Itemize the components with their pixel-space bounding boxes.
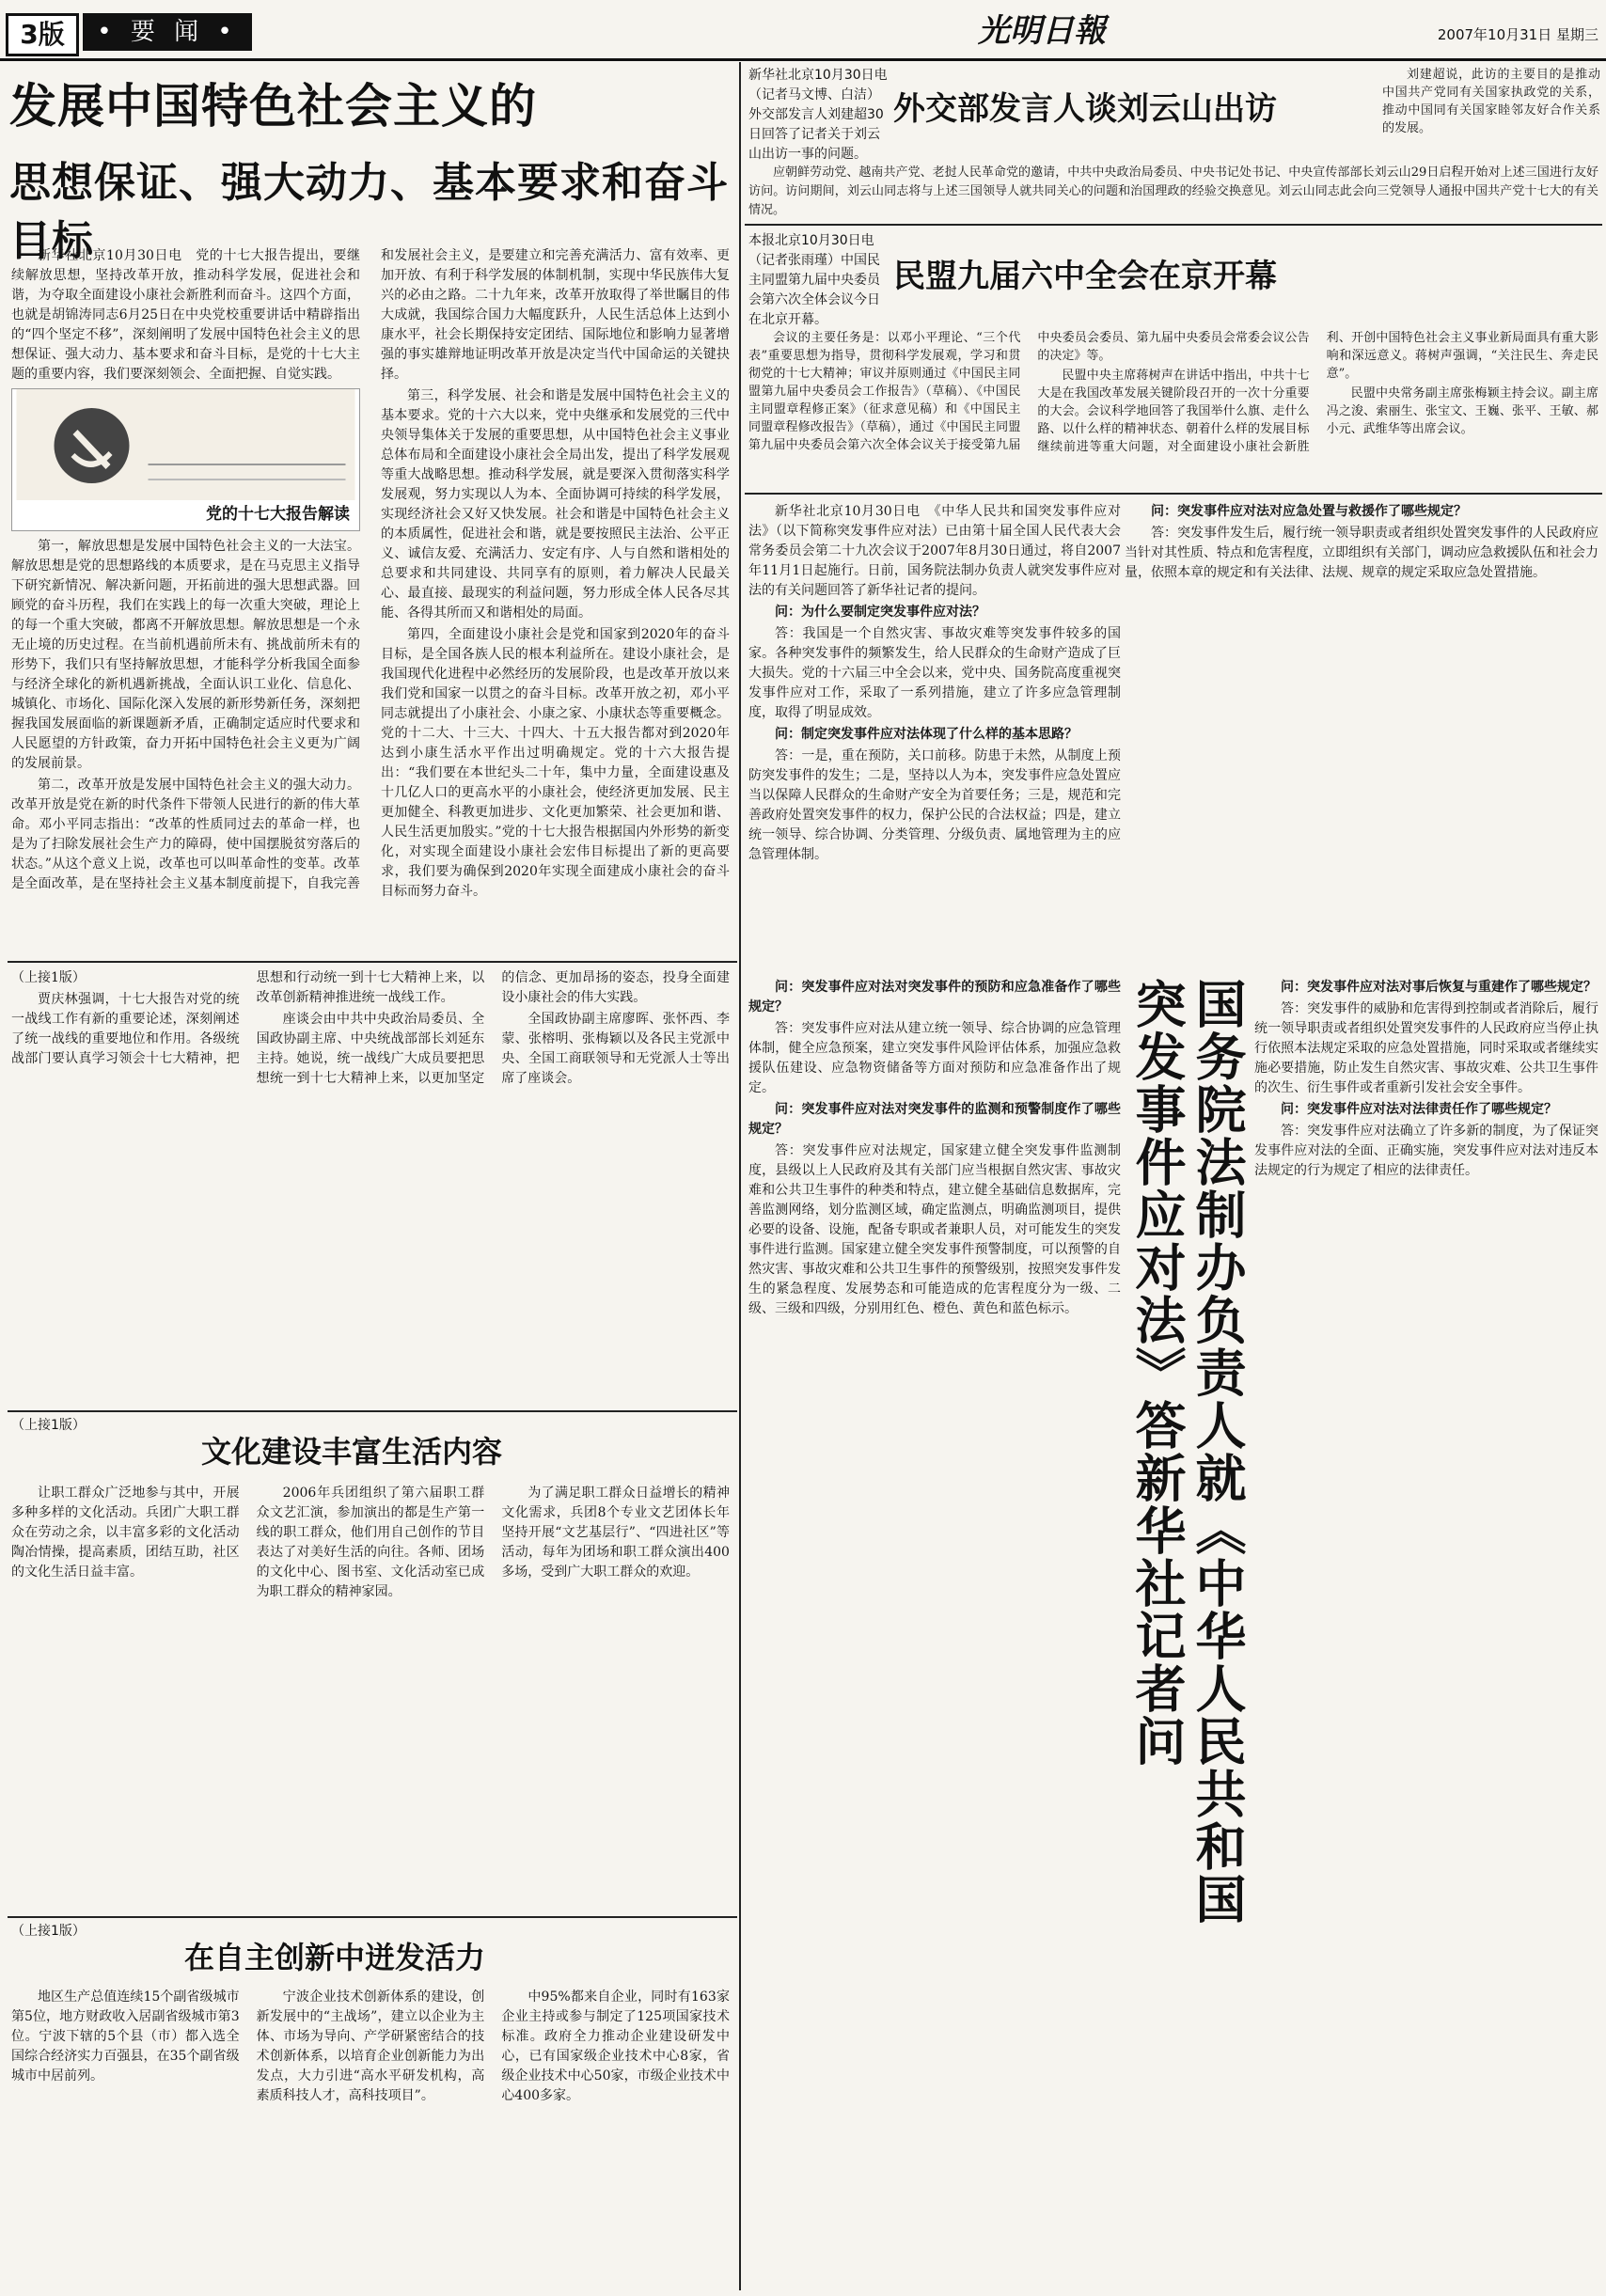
article2-title: 外交部发言人谈刘云山出访 [893,90,1277,128]
article7-title: 在自主创新中迸发活力 [184,1940,486,1975]
article1-paragraph: 第四，全面建设小康社会是党和国家到2020年的奋斗目标，是全国各族人民的根本利益所在。建设小康社会，是我国现代化进程中必然经历的发展阶段，也是改革开放以来我们党和国家一以贯之的奋斗目标。改革开放之初，邓小平同志就提出了小康社会、小康之家、小康状态等重要概念。党的十二大、十三大、十四大、十五大报告都对到2020年达到小康生活水平作出过明确规定。党的十六大报告提出：“我们要在本世纪头二十年，集中力量，全面建设惠及十几亿人口的更高水平的小康社会，使经济更加发展、民主更加健全、科教更加进步、文化更加繁荣、社会更加和谐、人民生活更加殷实。”党的十七大报告根据国内外形势的新变化，对实现全面建设小康社会宏伟目标提出了新的更高要求，我们要为确保到2020年实现全面建成小康社会的奋斗目标而努力奋斗。 [381,627,730,899]
article7-paragraph: 地区生产总值连续15个副省级城市第5位，地方财政收入居副省级城市第3位。宁波下辖的5个县（市）都入选全国综合经济实力百强县，在35个副省级城市中居前列。 [11,1989,240,2084]
article4-title: 国务院法制办负责人就《中华人民共和国突发事件应对法》答新华社记者问 [1127,978,1247,1926]
article1-body [11,246,730,953]
party-emblem-icon [12,389,359,500]
article4-paragraph: 答：突发事件的威胁和危害得到控制或者消除后，履行统一领导职责或者组织处置突发事件的人民政府应当停止执行依照本法规定采取的应急处置措施，同时采取或者继续实施必要措施，防止发生自然灾害、事故灾难、公共卫生事件的次生、衍生事件或者重新引发社会安全事件。 [1254,1001,1598,1095]
article1-paragraph: 新华社北京10月30日电 党的十七大报告提出，要继续解放思想，坚持改革开放，推动科学发展，促进社会和谐，为夺取全面建设小康社会新胜利而奋斗。这四个方面，也就是胡锦涛同志6月25日在中央党校重要讲话中精辟指出的“四个坚定不移”，深刻阐明了发展中国特色社会主义的思想保证、强大动力、基本要求和奋斗目标，是党的十七大主题的重要内容，我们要深刻领会、全面把握、自觉实践。 [11,248,360,382]
issue-date: 2007年10月31日 星期三 [1437,26,1598,43]
article7-paragraph: 中95%都来自企业，同时有163家企业主持或参与制定了125项国家技术标准。政府全力推动企业建设研发中心，已有国家级企业技术中心8家，省级企业技术中心50家，市级企业技术中心400多家。 [501,1989,730,2103]
column-divider [739,62,741,2290]
section-divider [745,493,1602,495]
article4-question: 问：突发事件应对法对事后恢复与重建作了哪些规定？ [1281,980,1597,995]
article6-paragraph: 为了满足职工群众日益增长的精神文化需求，兵团8个专业文艺团体长年坚持开展“文艺基层行”、“四进社区”等活动，每年为团场和职工群众演出400多场，受到广大职工群众的欢迎。 [501,1486,730,1580]
article4-paragraph: 答：突发事件应对法从建立统一领导、综合协调的应急管理体制，健全应急预案，建立突发事件风险评估体系，加强应急救援队伍建设、应急物资储备等方面对预防和应急准备作出了规定。 [748,1021,1121,1095]
article3-dateline: 本报北京10月30日电（记者张雨瑾）中国民主同盟第九届中央委员会第六次全体会议今日在北京开幕。 [748,233,880,325]
article1-paragraph: 第三，科学发展、社会和谐是发展中国特色社会主义的基本要求。党的十六大以来，党中央继承和发展党的三代中央领导集体关于发展的重要思想，从中国特色社会主义事业总体布局和全面建设小康社会全局出发，提出了科学发展观等重大战略思想。推动科学发展，就是要深入贯彻落实科学发展观，努力实现以人为本、全面协调可持续的科学发展，实现经济社会又好又快发展。社会和谐是中国特色社会主义的本质属性，促进社会和谐，就是要按照民主法治、公平正义、诚信友爱、充满活力、安定有序、人与自然和谐相处的总要求和共同建设、共同享有的原则，着力解决人民最关心、最直接、最现实的利益问题，努力形成全体人民各尽其能、各得其所而又和谐相处的局面。 [381,388,730,621]
article4-body-right [1254,978,1598,2285]
article4-question: 问：突发事件应对法对突发事件的监测和预警制度作了哪些规定？ [748,1102,1121,1137]
section-divider [745,224,1602,226]
section-divider [8,1410,737,1412]
article4-body-right-top [1125,502,1598,972]
image-caption: 党的十七大报告解读 [206,505,350,524]
article4-paragraph: 答：一是，重在预防，关口前移。防患于未然，从制度上预防突发事件的发生；二是，坚持以人为本，突发事件应急处置应当以保障人民群众的生命财产安全为首要任务；三是，规范和完善政府处置突发事件的权力，保护公民的合法权益；四是，建立统一领导、综合协调、分类管理、分级负责、属地管理为主的应急管理体制。 [748,748,1121,862]
article1-title-line2: 思想保证、强大动力、基本要求和奋斗目标 [9,159,729,265]
article2-paragraph: 应朝鲜劳动党、越南共产党、老挝人民革命党的邀请，中共中央政治局委员、中央书记处书记、中央宣传部部长刘云山29日启程开始对上述三国进行友好访问。访问期间，刘云山同志将与上述三国领导人就共同关心的问题和治国理政的经验交换意见。刘云山同志此会向三党领导人通报中国共产党十七大的有关情况。 [748,165,1598,217]
article1-image [11,388,360,531]
article6-body [11,1484,730,1909]
article4-paragraph: 答：突发事件发生后，履行统一领导职责或者组织处置突发事件的人民政府应当针对其性质、特点和危害程度，立即组织有关部门，调动应急救援队伍和社会力量，依照本章的规定和有关法律、法规、规章的规定采取应急处置措施。 [1125,526,1598,580]
article4-body-top [748,502,1121,972]
article1-paragraph: 第二，改革开放是发展中国特色社会主义的强大动力。改革开放是党在新的时代条件下带领人民进行的新的伟大革命。邓小平同志指出：“改革的性质同过去的革命一样，也是为了扫除发展社会生产力的障碍，使中国摆脱贫穷落后的状态。”从这个意义上说，改革也可以叫革命性的变革。改革是全面改革，是在坚持社会主义基本制度前提下，自我完善和发展社会主义，是要建立和完善充满活力、富有效率、更加开放、有利于科学发展的体制机制，实现中华民族伟大复兴的必由之路。二十九年来，改革开放取得了举世瞩目的伟大成就，我国综合国力大幅度跃升，人民生活总体上达到小康水平，社会长期保持安定团结、国际地位和影响力显著增强的事实雄辩地证明改革开放是决定当代中国命运的关键抉择。 [11,248,730,891]
article4-question: 问：突发事件应对法对突发事件的预防和应急准备作了哪些规定？ [748,980,1121,1014]
article3-title: 民盟九届六中全会在京开幕 [893,258,1277,295]
article6-tag: （上接1版） [11,1418,86,1433]
article6-title: 文化建设丰富生活内容 [201,1434,503,1470]
article5-body [11,968,730,1407]
article4-paragraph: 新华社北京10月30日电 《中华人民共和国突发事件应对法》（以下简称突发事件应对法）已由第十届全国人民代表大会常务委员会第二十九次会议于2007年8月30日通过，将自2007年11月1日起施行。日前，国务院法制办负责人就突发事件应对法的有关问题回答了新华社记者的提问。 [748,504,1121,598]
section-label: • 要 闻 • [83,13,252,51]
article3-paragraph: 民盟中央主席蒋树声在讲话中指出，中共十七大是在我国改革发展关键阶段召开的一次十分重要的大会。会议科学地回答了我国举什么旗、走什么路、以什么样的精神状态、朝着什么样的发展目标继续前进等重大问题，对全面建设小康社会新胜利、开创中国特色社会主义事业新局面具有重大影响和深远意义。蒋树声强调，“关注民生、奔走民意”。 [1037,331,1598,454]
article5-tag: （上接1版） [11,970,86,985]
article4-paragraph: 答：突发事件应对法确立了许多新的制度，为了保证突发事件应对法的全面、正确实施，突发事件应对法对违反本法规定的行为规定了相应的法律责任。 [1254,1124,1598,1178]
article7-body [11,1988,730,2287]
page-header [0,0,1606,60]
article3-body [748,329,1598,487]
article1-paragraph: 第一，解放思想是发展中国特色社会主义的一大法宝。解放思想是党的思想路线的本质要求，是在马克思主义指导下研究新情况、解决新问题，开拓前进的强大思想武器。回顾党的奋斗历程，我们在实践上的每一次重大突破，理论上的每一个重大突破，都离不开解放思想。解放思想是一个永无止境的历史过程。在当前机遇前所未有、挑战前所未有的形势下，我们只有坚持解放思想，才能科学分析我国全面参与经济全球化的新机遇新挑战，全面认识工业化、信息化、城镇化、市场化、国际化深入发展的新形势新任务，深刻把握我国发展面临的新课题新矛盾，正确制定适应时代要求和人民愿望的方针政策，奋力开拓中国特色社会主义更为广阔的发展前景。 [11,539,360,771]
article3-paragraph: 会议的主要任务是：以邓小平理论、“三个代表”重要思想为指导，贯彻科学发展观，学习和贯彻党的十七大精神；审议并原则通过《中国民主同盟第九届中央委员会工作报告》（草稿）、《中国民主同盟章程修正案》（征求意见稿）和《中国民主同盟章程修改报告》（草稿），通过《中国民主同盟第九届中央委员会第六次全体会议关于接受第九届中央委员会委员、第九届中央委员会常委会议公告的决定》等。 [748,331,1310,452]
section-divider [8,1916,737,1918]
article5-paragraph: 贾庆林强调，十七大报告对党的统一战线工作有新的重要论述，深刻阐述了统一战线的重要地位和作用。各级统战部门要认真学习领会十七大精神，把思想和行动统一到十七大精神上来，以改革创新精神推进统一战线工作。 [11,970,485,1066]
article7-paragraph: 宁波企业技术创新体系的建设，创新发展中的“主战场”，建立以企业为主体、市场为导向、产学研紧密结合的技术创新体系，以培育企业创新能力为出发点，大力引进“高水平研发机构，高素质科技人才，高科技项目”。 [256,1989,485,2103]
article6-paragraph: 让职工群众广泛地参与其中，开展多种多样的文化活动。兵团广大职工群众在劳动之余，以丰富多彩的文化活动陶冶情操，提高素质，团结互助，社区的文化生活日益丰富。 [11,1486,240,1580]
section-divider [8,961,737,963]
article4-paragraph: 答：突发事件应对法规定，国家建立健全突发事件监测制度，县级以上人民政府及其有关部门应当根据自然灾害、事故灾难和公共卫生事件的种类和特点，建立健全基础信息数据库，完善监测网络，划分监测区域，确定监测点，明确监测项目，提供必要的设备、设施，配备专职或者兼职人员，对可能发生的突发事件进行监测。国家建立健全突发事件预警制度，可以预警的自然灾害、事故灾难和公共卫生事件的预警级别，按照突发事件发生的紧急程度、发展势态和可能造成的危害程度分为一级、二级、三级和四级，分别用红色、橙色、黄色和蓝色标示。 [748,1143,1121,1316]
article4-paragraph: 答：我国是一个自然灾害、事故灾难等突发事件较多的国家。各种突发事件的频繁发生，给人民群众的生命财产造成了巨大损失。党的十六届三中全会以来，党中央、国务院高度重视突发事件应对工作，采取了一系列措施，建立了许多应急管理制度，取得了明显成效。 [748,626,1121,720]
article2-dateline: 新华社北京10月30日电（记者马文博、白洁）外交部发言人刘建超30日回答了记者关于刘云山出访一事的问题。 [748,68,888,160]
article4-question: 问：制定突发事件应对法体现了什么样的基本思路？ [775,727,1078,742]
article4-body-left [748,978,1121,2285]
article4-question: 问：突发事件应对法对法律责任作了哪些规定？ [1281,1102,1557,1117]
article2-body [748,164,1598,220]
article2-paragraph: 刘建超说，此访的主要目的是推动中国共产党同有关国家执政党的关系，推动中国同有关国家睦邻友好合作关系的发展。 [1382,68,1600,135]
article3-paragraph: 民盟中央常务副主席张梅颖主持会议。副主席冯之浚、索丽生、张宝文、王巍、张平、王敏、郝小元、武维华等出席会议。 [1326,386,1598,436]
article4-question: 问：突发事件应对法对应急处置与救援作了哪些规定？ [1151,504,1467,519]
page-number: 3版 [6,13,79,56]
header-rule [0,58,1606,61]
article5-paragraph: 座谈会由中共中央政治局委员、全国政协副主席、中央统战部部长刘延东主持。她说，统一战线广大成员要把思想统一到十七大精神上来，以更加坚定的信念、更加昂扬的姿态，投身全面建设小康社会的伟大实践。 [256,970,730,1086]
newspaper-name: 光明日報 [978,12,1106,50]
article5-paragraph: 全国政协副主席廖晖、张怀西、李蒙、张榕明、张梅颖以及各民主党派中央、全国工商联领导和无党派人士等出席了座谈会。 [501,1012,730,1086]
article6-paragraph: 2006年兵团组织了第六届职工群众文艺汇演，参加演出的都是生产第一线的职工群众，他们用自己创作的节目表达了对美好生活的向往。各师、团场的文化中心、图书室、文化活动室已成为职工群众的精神家园。 [256,1486,485,1599]
article7-tag: （上接1版） [11,1924,86,1939]
article4-question: 问：为什么要制定突发事件应对法？ [775,605,985,620]
article1-title-line1: 发展中国特色社会主义的 [9,79,537,134]
